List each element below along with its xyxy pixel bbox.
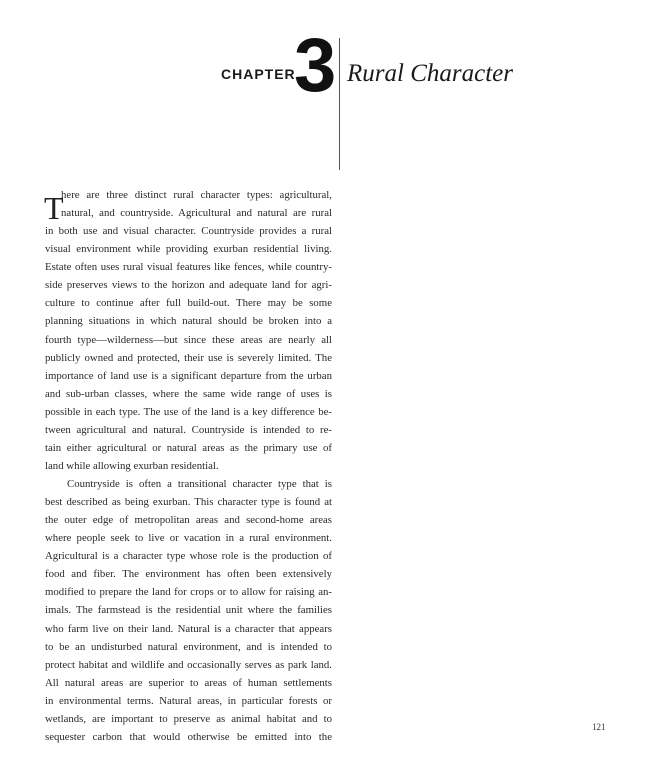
text-line: food and fiber. The environment has often been extensively — [45, 568, 332, 581]
text-line: importance of land use is a significant departure from the urban — [45, 369, 332, 382]
text-line: Estate often uses rural visual features like fences, while country- — [45, 261, 332, 274]
text-line: side preserves views to the horizon and adequate land for agri- — [45, 279, 332, 292]
body-text — [45, 186, 332, 746]
text-line: to be an undisturbed natural environment, and is intended to — [45, 640, 332, 653]
text-line: natural, and countryside. Agricultural and natural are rural — [61, 207, 332, 220]
text-line: here are three distinct rural character types: agricultural, — [61, 189, 332, 201]
text-line: Countryside is often a transitional character type that is — [67, 478, 332, 490]
text-line: and sub-urban classes, where the same wide range of uses is — [45, 387, 332, 400]
text-line: protect habitat and wildlife and occasionally serves as park land. — [45, 658, 332, 671]
text-line: planning situations in which natural should be broken into a — [45, 315, 332, 328]
text-line: tain either agricultural or natural areas as the primary use of — [45, 441, 332, 454]
text-line: the outer edge of metropolitan areas and second-home areas — [45, 514, 332, 527]
text-line: who farm live on their land. Natural is a character that appears — [45, 622, 332, 635]
text-line: in environmental terms. Natural areas, in particular forests or — [45, 694, 332, 707]
text-line: sequester carbon that would otherwise be emitted into the — [45, 730, 332, 743]
drop-cap: T — [44, 190, 64, 226]
text-line: possible in each type. The use of the land is a key difference be- — [45, 405, 332, 418]
text-line: best described as being exurban. This character type is found at — [45, 496, 332, 509]
text-line: publicly owned and protected, their use is severely limited. The — [45, 351, 332, 364]
chapter-label: CHAPTER — [221, 66, 296, 82]
text-line: culture to continue after full build-out. There may be some — [45, 297, 332, 310]
chapter-divider — [339, 38, 340, 170]
chapter-number: 3 — [294, 23, 337, 108]
page-number: 121 — [592, 722, 606, 732]
text-line: in both use and visual character. Countryside provides a rural — [45, 225, 332, 238]
text-line: wetlands, are important to preserve as animal habitat and to — [45, 712, 332, 725]
chapter-title: Rural Character — [347, 60, 513, 87]
text-line: All natural areas are superior to areas of human settlements — [45, 676, 332, 689]
text-line: tween agricultural and natural. Countryside is intended to re- — [45, 423, 332, 436]
text-line: imals. The farmstead is the residential unit where the families — [45, 604, 332, 617]
text-line: fourth type—wilderness—but since these areas are nearly all — [45, 333, 332, 346]
text-line: land while allowing exurban residential. — [45, 459, 219, 472]
text-line: Agricultural is a character type whose role is the production of — [45, 550, 332, 563]
text-line: where people seek to live or vacation in a rural environment. — [45, 532, 332, 545]
text-line: modified to prepare the land for crops or to allow for raising an- — [45, 586, 332, 599]
text-line: visual environment while providing exurban residential living. — [45, 243, 332, 256]
